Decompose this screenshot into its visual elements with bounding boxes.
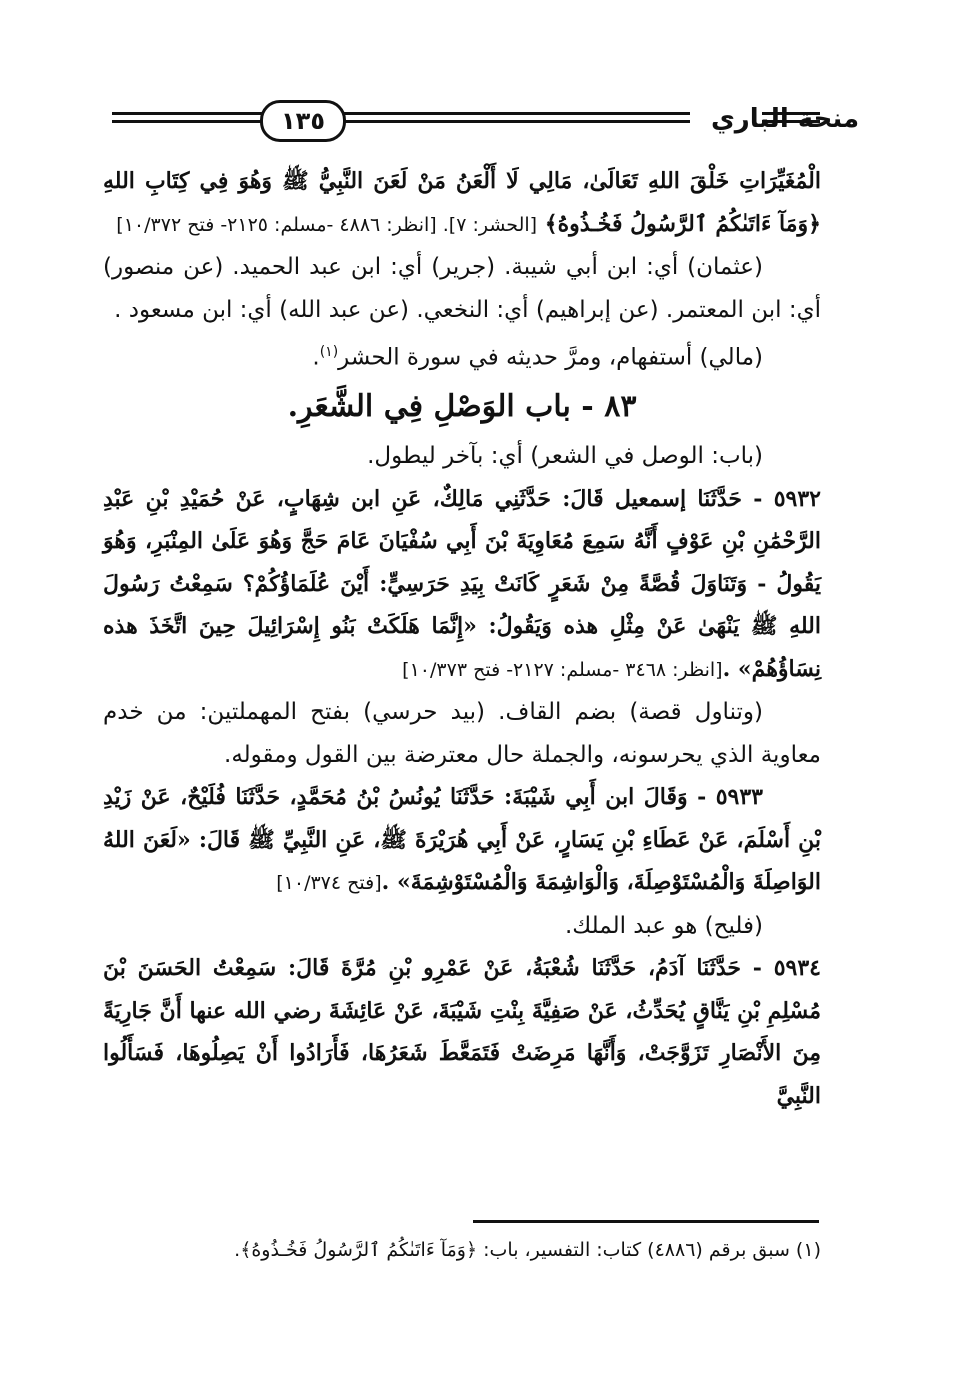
footnote-marker: (١) <box>319 344 339 360</box>
page-body <box>103 160 821 1117</box>
header-rule-left-lower <box>112 120 262 123</box>
hadith-5932-reference: [انظر: ٣٤٦٨ -مسلم: ٢١٢٧- فتح ١٠/٣٧٣] <box>402 658 723 681</box>
paragraph-1-text: الْمُغَيِّرَاتِ خَلْقَ اللهِ تَعَالَىٰ، مَالِي لَا أَلْعَنُ مَنْ لَعَنَ النَّبِيُّ ﷺ وَهُوَ فِي كِتَابِ اللهِ ﴿وَمَآ ءَاتَىٰكُمُ ٱلرَّسُولُ فَخُـذُوهُ﴾ <box>103 168 821 237</box>
header-rule-middle <box>340 112 690 115</box>
page-number: ١٣٥ <box>260 100 346 142</box>
paragraph-8: (فليح) هو عبد الملك. <box>564 912 763 939</box>
paragraph-2: (عثمان) أي: ابن أبي شيبة. (جرير) أي: ابن عبد الحميد. (عن منصور) أي: ابن المعتمر. (عن إبراهيم) أي: النخعي. (عن عبد الله) أي: ابن مسعود . <box>103 254 821 323</box>
footnote-1: (١) سبق برقم (٤٨٨٦) كتاب: التفسير، باب: ﴿وَمَآ ءَاتَىٰكُمُ ٱلرَّسُولُ فَخُـذُوهُ﴾. <box>234 1239 821 1261</box>
paragraph-1 <box>103 160 821 246</box>
hadith-5933 <box>103 776 821 905</box>
chapter-heading: ٨٣ - باب الوَصْلِ فِي الشَّعَرِ. <box>287 389 637 425</box>
paragraph-6: (وتناول قصة) بضم القاف. (بيد حرسي) بفتح المهملتين: من خدم معاوية الذي يحرسونه، والجملة حال معترضة بين القول ومقوله. <box>103 699 821 768</box>
footnote-rule <box>473 1220 819 1223</box>
hadith-5932-text: ٥٩٣٢ - حَدَّثَنَا إسمعيل قَالَ: حَدَّثَنِي مَالِكٌ، عَنِ ابن شِهَابٍ، عَنْ حُمَيْدِ بْنِ عَبْدِ الرَّحْمَٰنِ بْنِ عَوْفٍ أَنَّهُ سَمِعَ مُعَاوِيَةَ بْنَ أَبِي سُفْيَانَ عَامَ حَجَّ وَهُوَ عَلَىٰ المِنْبَرِ، وَهُوَ يَقُولُ - وَتَنَاوَلَ قُصَّةً مِنْ شَعَرٍ كَانَتْ بِيَدِ حَرَسِيٍّ: أَيْنَ عُلَمَاؤُكُمْ؟ سَمِعْتُ رَسُولَ اللهِ ﷺ يَنْهَىٰ عَنْ مِثْلِ هذه وَيَقُولُ: «إِنَّمَا هَلَكَتْ بَنُو إِسْرَائِيلَ حِينَ اتَّخَذَ هذه نِسَاؤُهُمْ» . <box>103 485 821 682</box>
hadith-5933-text: ٥٩٣٣ - وَقَالَ ابن أَبِي شَيْبَةَ: حَدَّثَنَا يُونُسُ بْنُ مُحَمَّدٍ، حَدَّثَنَا فُلَيْحٌ، عَنْ زَيْدِ بْنِ أَسْلَمَ، عَنْ عَطَاءِ بْنِ يَسَارٍ، عَنْ أَبِي هُرَيْرَةَ ﷺ، عَنِ النَّبِيِّ ﷺ قَالَ: «لَعَنَ اللهُ الوَاصِلَةَ وَالْمُسْتَوْصِلَةَ، وَالْوَاشِمَةَ وَالْمُسْتَوْشِمَةَ» . <box>103 784 821 896</box>
hadith-5932 <box>103 478 821 692</box>
paragraph-4: (باب: الوصل في الشعر) أي: بآخر ليطول. <box>367 443 763 470</box>
page-header <box>100 98 860 148</box>
paragraph-3-text: (مالي) أستفهام، ومرَّ حديثه في سورة الحشر <box>338 344 763 371</box>
header-rule-left <box>112 112 262 115</box>
header-rule-middle-lower <box>340 120 690 123</box>
hadith-5934: ٥٩٣٤ - حَدَّثَنَا آدَمُ، حَدَّثَنَا شُعْبَةُ، عَنْ عَمْرِو بْنِ مُرَّةَ قَالَ: سَمِعْتُ الحَسَنَ بْنَ مُسْلِمِ بْنِ يَنَّاقٍ يُحَدِّثُ، عَنْ صَفِيَّةَ بِنْتِ شَيْبَةَ، عَنْ عَائِشَةَ رضي الله عنها أَنَّ جَارِيَةً مِنَ الأَنْصَارِ تَزَوَّجَتْ، وَأَنَّهَا مَرِضَتْ فَتَمَعَّطَ شَعَرُهَا، فَأَرَادُوا أَنْ يَصِلُوهَا، فَسَأَلُوا النَّبِيَّ <box>103 955 821 1109</box>
book-title: منحة الباري <box>710 104 860 134</box>
hadith-5933-reference: [فتح ١٠/٣٧٤] <box>276 872 382 895</box>
paragraph-1-reference: [الحشر: ٧]. [انظر: ٤٨٨٦ -مسلم: ٢١٢٥- فتح ١٠/٣٧٢] <box>116 213 538 236</box>
paragraph-3-end: . <box>312 344 320 371</box>
paragraph-3 <box>103 331 821 379</box>
